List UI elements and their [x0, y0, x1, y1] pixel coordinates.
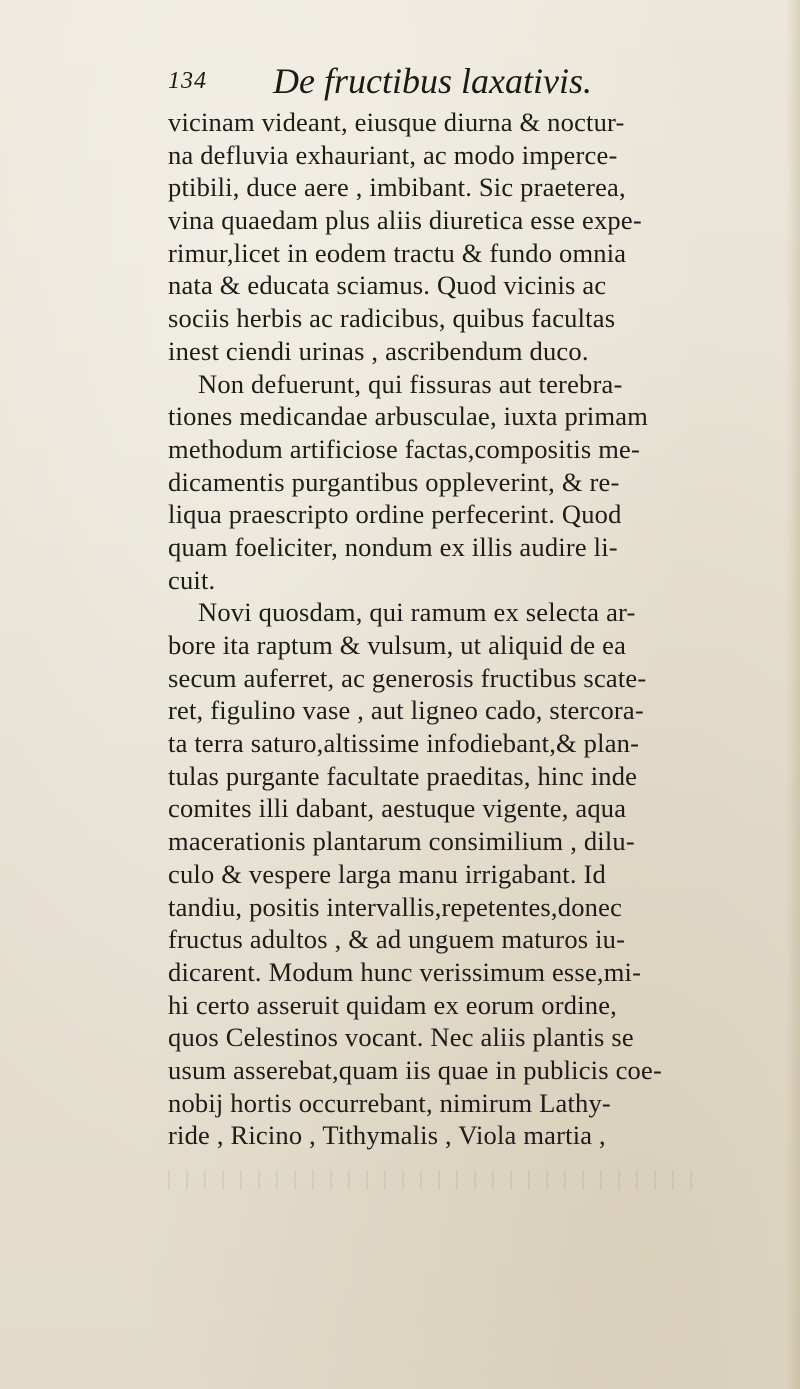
paragraph-start-line: Non defuerunt, qui fissuras aut terebra- [198, 368, 623, 399]
text-line: culo & vespere larga manu irrigabant. Id [168, 858, 606, 889]
text-line: bore ita raptum & vulsum, ut aliquid de ea [168, 630, 627, 660]
text-line: fructus adultos , & ad unguem maturos iu- [168, 924, 626, 955]
text-line: methodum artificiose factas,compositis me- [168, 433, 641, 464]
text-line: hi certo asseruit quidam ex eorum ordine, [168, 989, 617, 1020]
text-line: tulas purgante facultate praeditas, hinc inde [168, 760, 638, 791]
text-line: vina quaedam plus aliis diuretica esse expe- [168, 205, 642, 236]
text-line: vicinam videant, eiusque diurna & noctur- [168, 107, 625, 137]
text-line: liqua praescripto ordine perfecerint. Quod [168, 499, 622, 530]
text-line: na defluvia exhauriant, ac modo imperce- [168, 139, 618, 170]
text-line: ride , Ricino , Tithymalis , Viola martia , [168, 1120, 606, 1151]
paragraph-start-line: Novi quosdam, qui ramum ex selecta ar- [198, 597, 636, 628]
page-header [168, 58, 688, 108]
text-line: macerationis plantarum consimilium , dilu- [168, 826, 635, 857]
text-line: quam foeliciter, nondum ex illis audire li- [168, 531, 618, 562]
text-line: dicamentis purgantibus oppleverint, & re- [168, 466, 620, 497]
body-text [168, 106, 698, 1152]
text-line: sociis herbis ac radicibus, quibus facultas [168, 303, 616, 334]
text-line: dicarent. Modum hunc verissimum esse,mi- [168, 956, 642, 987]
text-line: tiones medicandae arbusculae, iuxta primam [168, 401, 649, 432]
text-line: nata & educata sciamus. Quod vicinis ac [168, 270, 607, 301]
page-number: 134 [168, 68, 207, 94]
text-line: cuit. [168, 564, 216, 595]
text-line: comites illi dabant, aestuque vigente, aqua [168, 793, 627, 824]
text-line: quos Celestinos vocant. Nec aliis plantis se [168, 1022, 634, 1053]
text-line: ptibili, duce aere , imbibant. Sic praeterea, [168, 172, 626, 203]
text-line: secum auferret, ac generosis fructibus scate- [168, 662, 647, 693]
running-title: De fructibus laxativis. [273, 61, 592, 101]
bleed-through-marks [168, 1170, 708, 1190]
text-line: usum asserebat,quam iis quae in publicis coe- [168, 1054, 662, 1085]
text-line: ret, figulino vase , aut ligneo cado, stercora- [168, 695, 644, 726]
text-line: tandiu, positis intervallis,repetentes,donec [168, 891, 623, 922]
text-line: ta terra saturo,altissime infodiebant,& plan- [168, 728, 640, 759]
text-line: inest ciendi urinas , ascribendum duco. [168, 335, 589, 366]
page-edge-shadow [786, 0, 800, 1389]
text-line: rimur,licet in eodem tractu & fundo omnia [168, 237, 627, 268]
text-line: nobij hortis occurrebant, nimirum Lathy- [168, 1087, 611, 1118]
